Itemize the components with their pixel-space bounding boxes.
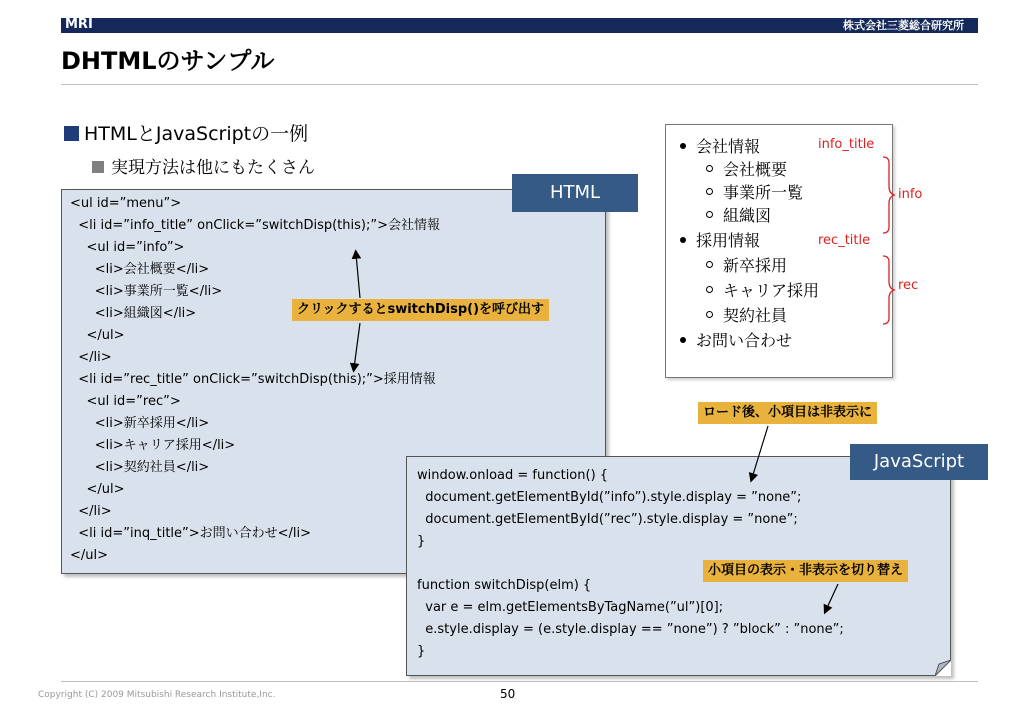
callout-click: クリックするとswitchDisp()を呼び出す [292,299,549,321]
js-code-line: document.getElementById(”rec”).style.display = ”none”; [417,512,798,527]
preview-subitem: 契約社員 [706,305,787,327]
bullet-level2-text: 実現方法は他にもたくさん [111,158,315,178]
company-name: 株式会社三菱総合研究所 [843,19,964,32]
bullet-level2 [92,156,315,180]
mri-logo: MRI [65,17,93,32]
square-bullet-icon [64,126,79,141]
html-code-line: <ul id=”menu”> [70,196,182,211]
circle-bullet-icon [706,211,713,218]
html-code-line: </ul> [70,328,125,343]
page-number: 50 [500,687,516,701]
disc-bullet-icon [680,337,686,343]
disc-bullet-icon [680,143,686,149]
circle-bullet-icon [706,286,713,293]
folded-corner-icon [935,660,951,676]
html-code-line: </li> [70,504,112,519]
html-code-line: <li>組織図</li> [70,306,197,321]
html-code-line: <li id=”info_title” onClick=”switchDisp(this);”>会社情報 [70,218,440,233]
js-code-line: var e = elm.getElementsByTagName(”ul”)[0]; [417,600,724,615]
preview-item: お問い合わせ [680,330,792,352]
html-code-line: <ul id=”info”> [70,240,185,255]
square-bullet-icon [92,161,104,173]
annotation-rec: rec [898,278,919,293]
circle-bullet-icon [706,165,713,172]
js-code-line: function switchDisp(elm) { [417,578,592,593]
copyright: Copyright (C) 2009 Mitsubishi Research Institute,Inc. [38,690,276,700]
html-code-line: <ul id=”rec”> [70,394,181,409]
callout-load: ロード後、小項目は非表示に [698,402,877,424]
annotation-rec-title: rec_title [818,233,871,248]
javascript-label: JavaScript [850,444,988,480]
preview-subitem: 事業所一覧 [706,182,803,204]
circle-bullet-icon [706,261,713,268]
html-code-line: <li id=”inq_title”>お問い合わせ</li> [70,526,312,541]
preview-subitem: 新卒採用 [706,255,787,277]
js-code-line: } [417,534,426,549]
preview-subitem: キャリア採用 [706,280,819,302]
page-title: DHTMLのサンプル [61,47,275,75]
html-code-line: </ul> [70,482,125,497]
header-bar [61,18,978,33]
preview-subitem: 会社概要 [706,159,787,181]
html-code-line: <li>キャリア採用</li> [70,438,236,453]
html-code-line: <li>事業所一覧</li> [70,284,223,299]
footer-divider [61,681,978,682]
disc-bullet-icon [680,237,686,243]
callout-toggle: 小項目の表示・非表示を切り替え [703,560,908,582]
rendered-preview [665,124,923,378]
bullet-level1 [64,122,308,146]
annotation-info-title: info_title [818,137,875,152]
html-label: HTML [512,174,638,212]
html-code-line: <li>新卒採用</li> [70,416,210,431]
html-code-line: <li id=”rec_title” onClick=”switchDisp(this);”>採用情報 [70,372,436,387]
js-code-line: window.onload = function() { [417,468,609,483]
js-code-line: document.getElementById(”info”).style.display = ”none”; [417,490,802,505]
js-code-line: } [417,644,426,659]
bullet-level1-text: HTMLとJavaScriptの一例 [84,123,309,145]
html-code-line: </li> [70,350,112,365]
annotation-info: info [898,187,923,202]
html-code-line: </ul> [70,548,109,563]
js-code-line: e.style.display = (e.style.display == ”none”) ? ”block” : ”none”; [417,622,844,637]
html-code-line: <li>契約社員</li> [70,460,210,475]
circle-bullet-icon [706,311,713,318]
html-code-line: <li>会社概要</li> [70,262,210,277]
preview-item: 会社情報 [680,136,760,158]
circle-bullet-icon [706,188,713,195]
title-divider [61,84,978,85]
preview-item: 採用情報 [680,230,760,252]
preview-subitem: 組織図 [706,205,771,227]
